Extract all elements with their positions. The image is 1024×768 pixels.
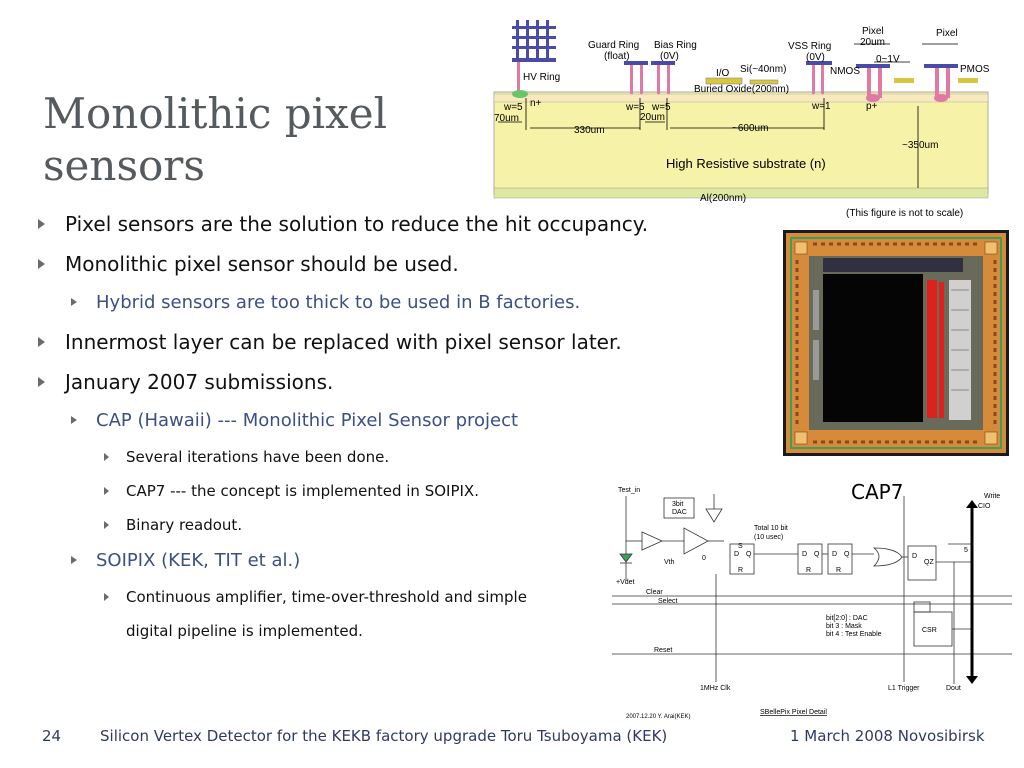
bullet-text: CAP7 --- the concept is implemented in SOIPIX.: [126, 482, 479, 500]
pixel-20um-label: 20um: [860, 37, 886, 48]
ff4-d-label: D: [912, 553, 918, 560]
ff1-q-label: Q: [746, 551, 752, 558]
bias-ring-label: Bias Ring: [654, 40, 697, 51]
ff2-d-label: D: [802, 551, 808, 558]
pmos-label: PMOS: [960, 64, 990, 75]
ff3-q-label: Q: [844, 551, 850, 558]
csr-label: CSR: [922, 627, 937, 634]
d70-label: 70um: [494, 113, 520, 124]
al-label: Al(200nm): [700, 193, 747, 204]
bullet-text: January 2007 submissions.: [65, 370, 334, 394]
pixel-left-label: Pixel: [862, 26, 884, 37]
ff3-r-label: R: [836, 567, 842, 574]
bullet-arrow-icon: [71, 298, 77, 306]
reset-label: Reset: [654, 647, 673, 654]
vth-label: Vth: [664, 559, 675, 566]
d350-label: ~350um: [902, 140, 939, 151]
substrate-label: High Resistive substrate (n): [666, 156, 826, 171]
bullet-arrow-icon: [104, 521, 109, 529]
bullet-text: digital pipeline is implemented.: [126, 622, 363, 640]
dac-label: 3bit: [672, 501, 684, 508]
bullet-arrow-icon: [104, 453, 109, 461]
bit20-label: bit[2:0] : DAC: [826, 615, 868, 622]
w5-a-label: w=5: [504, 102, 523, 113]
bit4-label: bit 4 : Test Enable: [826, 631, 882, 638]
bullet-text: CAP (Hawaii) --- Monolithic Pixel Sensor project: [96, 410, 519, 431]
bullet-item: [30, 362, 770, 402]
sub-sub-bullet-item-continued: [30, 614, 770, 648]
vss-ring-label: VSS Ring: [788, 41, 832, 52]
bullet-text: Innermost layer can be replaced with pixel sensor later.: [65, 330, 622, 354]
w5-c-label: w=5: [652, 102, 671, 113]
bullet-arrow-icon: [38, 259, 45, 269]
bit3-label: bit 3 : Mask: [826, 623, 862, 630]
footer-title: Silicon Vertex Detector for the KEKB factory upgrade Toru Tsuboyama (KEK): [100, 727, 668, 745]
ff3-d-label: D: [832, 551, 838, 558]
d330-label: 330um: [574, 125, 605, 136]
bullet-arrow-icon: [104, 487, 109, 495]
sensor-cross-section-figure: [490, 18, 992, 222]
bullet-text: Continuous amplifier, time-over-threshold and simple: [126, 588, 527, 606]
pplus-label: p+: [866, 101, 878, 112]
pixel-right-label: Pixel: [936, 28, 958, 39]
bullet-arrow-icon: [38, 377, 45, 387]
bullet-item: [30, 244, 770, 284]
bullet-arrow-icon: [71, 416, 77, 424]
l1-trigger-label: L1 Trigger: [888, 685, 920, 692]
vss-0v-label: (0V): [806, 52, 825, 63]
sub-bullet-item: [30, 402, 770, 440]
vdet-label: +Vdet: [616, 579, 635, 586]
bullet-arrow-icon: [38, 219, 45, 229]
clock-label: 1MHz Clk: [700, 685, 731, 692]
ff1-s-label: S: [738, 543, 743, 550]
footer-date: 1 March 2008 Novosibirsk: [790, 727, 985, 745]
zero-label: 0: [702, 555, 706, 562]
sub-sub-bullet-item: [30, 440, 770, 474]
bullet-arrow-icon: [71, 556, 77, 564]
bias-0v-label: (0V): [660, 51, 679, 62]
test-in-label: Test_in: [618, 487, 641, 494]
bus-width-label: 5: [964, 547, 968, 554]
d20-label: 20um: [640, 112, 666, 123]
bullet-text: Pixel sensors are the solution to reduce the hit occupancy.: [65, 212, 649, 236]
sub-sub-bullet-item: [30, 474, 770, 508]
w5-b-label: w=5: [626, 102, 645, 113]
write-label: Write: [984, 493, 1001, 500]
nplus-label: n+: [530, 98, 542, 109]
nmos-label: NMOS: [830, 66, 860, 77]
total-time-label: (10 usec): [754, 534, 784, 541]
bullet-item: [30, 204, 770, 244]
page-number: 24: [42, 727, 62, 745]
ff2-r-label: R: [806, 567, 812, 574]
dout-label: Dout: [946, 685, 961, 692]
ff1-d-label: D: [734, 551, 740, 558]
d600-label: ~600um: [732, 123, 769, 134]
chip-caption: CAP7: [851, 480, 904, 504]
cap7-chip-layout-image: [783, 230, 1009, 456]
clear-label: Clear: [646, 589, 663, 596]
bullet-list: [30, 204, 770, 648]
sub-bullet-item: [30, 284, 770, 322]
bullet-text: Several iterations have been done.: [126, 448, 390, 466]
bullet-text: SOIPIX (KEK, TIT et al.): [96, 550, 301, 571]
sub-bullet-item: [30, 542, 770, 580]
ff2-q-label: Q: [814, 551, 820, 558]
total-bits-label: Total 10 bit: [754, 525, 788, 532]
hv-ring-label: HV Ring: [523, 72, 561, 83]
bullet-arrow-icon: [104, 593, 109, 601]
qz-label: QZ: [924, 559, 934, 566]
bullet-arrow-icon: [38, 337, 45, 347]
buried-oxide-label: Buried Oxide(200nm): [694, 84, 790, 95]
scale-note-label: (This figure is not to scale): [846, 208, 964, 219]
sub-sub-bullet-item: [30, 508, 770, 542]
w1-label: w=1: [812, 101, 831, 112]
bullet-text: Binary readout.: [126, 516, 243, 534]
bullet-text: Monolithic pixel sensor should be used.: [65, 252, 459, 276]
io-label: I/O: [716, 68, 730, 79]
guard-float-label: (float): [604, 51, 630, 62]
dac2-label: DAC: [672, 509, 687, 516]
sub-sub-bullet-item: [30, 580, 770, 614]
guard-ring-label: Guard Ring: [588, 40, 640, 51]
ff1-r-label: R: [738, 567, 744, 574]
bullet-item: [30, 322, 770, 362]
slide-title: Monolithic pixel sensors: [43, 89, 388, 190]
schematic-caption: SBellePix Pixel Detail: [760, 709, 827, 716]
volt-range-label: 0~1V: [876, 54, 900, 65]
schematic-date-label: 2007.12.20 Y. Arai(KEK): [626, 714, 691, 720]
cio-label: CIO: [978, 503, 991, 510]
si-label: Si(~40nm): [740, 64, 787, 75]
select-label: Select: [658, 598, 678, 605]
bullet-text: Hybrid sensors are too thick to be used in B factories.: [96, 292, 581, 313]
